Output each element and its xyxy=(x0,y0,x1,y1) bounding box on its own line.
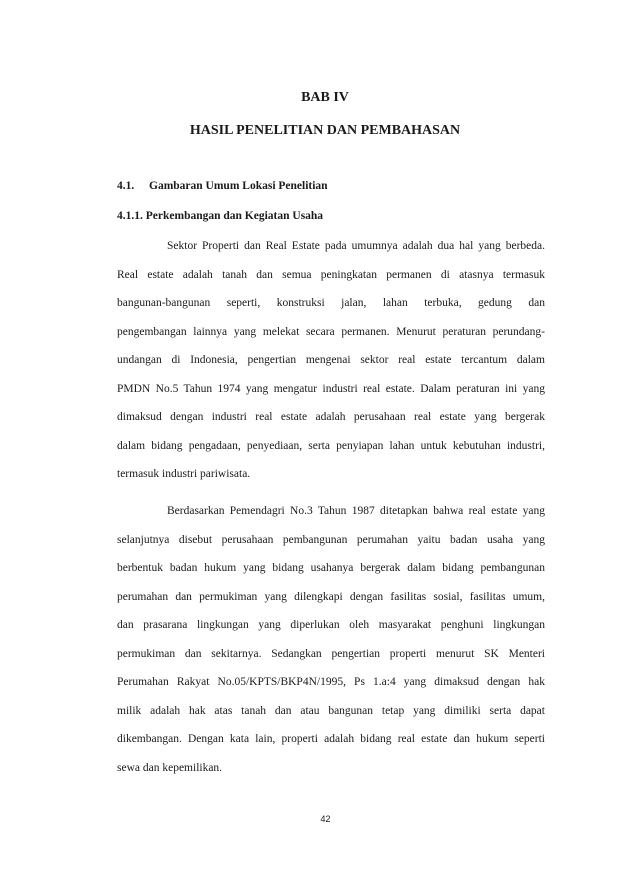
paragraph-line: Perumahan Rakyat No.05/KPTS/BKP4N/1995, Ps 1.a:4 yang dimaksud dengan hak xyxy=(117,676,545,688)
paragraph-line: berbentuk badan hukum yang bidang usahanya bergerak dalam bidang pembangunan xyxy=(117,562,545,574)
paragraph-line: sewa dan kepemilikan. xyxy=(117,761,223,774)
paragraph-line: PMDN No.5 Tahun 1974 yang mengatur industri real estate. Dalam peraturan ini yang xyxy=(117,382,545,395)
paragraph-line: dikembangan. Dengan kata lain, properti adalah bidang real estate dan hukum seperti xyxy=(117,733,545,745)
paragraph-line: dimaksud dengan industri real estate adalah perusahaan real estate yang bergerak xyxy=(117,411,545,423)
paragraph-line: dan prasarana lingkungan yang diperlukan oleh masyarakat penghuni lingkungan xyxy=(117,619,545,631)
paragraph-line: pengembangan lainnya yang melekat secara permanen. Menurut peraturan perundang- xyxy=(117,325,545,338)
chapter-number: BAB IV xyxy=(301,90,349,105)
paragraph-line: Sektor Properti dan Real Estate pada umumnya adalah dua hal yang berbeda. xyxy=(167,240,545,252)
paragraph-line: termasuk industri pariwisata. xyxy=(117,468,251,480)
chapter-title: HASIL PENELITIAN DAN PEMBAHASAN xyxy=(189,123,461,138)
paragraph-2 xyxy=(117,497,545,782)
section-heading xyxy=(117,180,328,192)
paragraph-line: milik adalah hak atas tanah dan atau bangunan tetap yang dimiliki serta dapat xyxy=(117,704,545,717)
paragraph-line: permukiman dan sekitarnya. Sedangkan pengertian properti menurut SK Menteri xyxy=(117,647,545,660)
section-number: 4.1. xyxy=(117,180,135,192)
page-number: 42 xyxy=(320,814,331,824)
paragraph-line: dalam bidang pengadaan, penyediaan, serta penyiapan lahan untuk kebutuhan industri, xyxy=(117,439,545,452)
paragraph-1 xyxy=(117,232,545,489)
section-title: Gambaran Umum Lokasi Penelitian xyxy=(149,180,328,192)
paragraph-line: Real estate adalah tanah dan semua peningkatan permanen di atasnya termasuk xyxy=(117,268,545,281)
paragraph-line: bangunan-bangunan seperti, konstruksi jalan, lahan terbuka, gedung dan xyxy=(117,297,545,309)
paragraph-line: perumahan dan permukiman yang dilengkapi dengan fasilitas sosial, fasilitas umum, xyxy=(117,590,545,603)
paragraph-line: undangan di Indonesia, pengertian mengenai sektor real estate tercantum dalam xyxy=(117,354,545,366)
paragraph-line: selanjutnya disebut perusahaan pembangunan perumahan yaitu badan usaha yang xyxy=(117,533,545,546)
paragraph-line: Berdasarkan Pemendagri No.3 Tahun 1987 ditetapkan bahwa real estate yang xyxy=(167,505,545,517)
subsection-heading: 4.1.1. Perkembangan dan Kegiatan Usaha xyxy=(117,210,324,222)
